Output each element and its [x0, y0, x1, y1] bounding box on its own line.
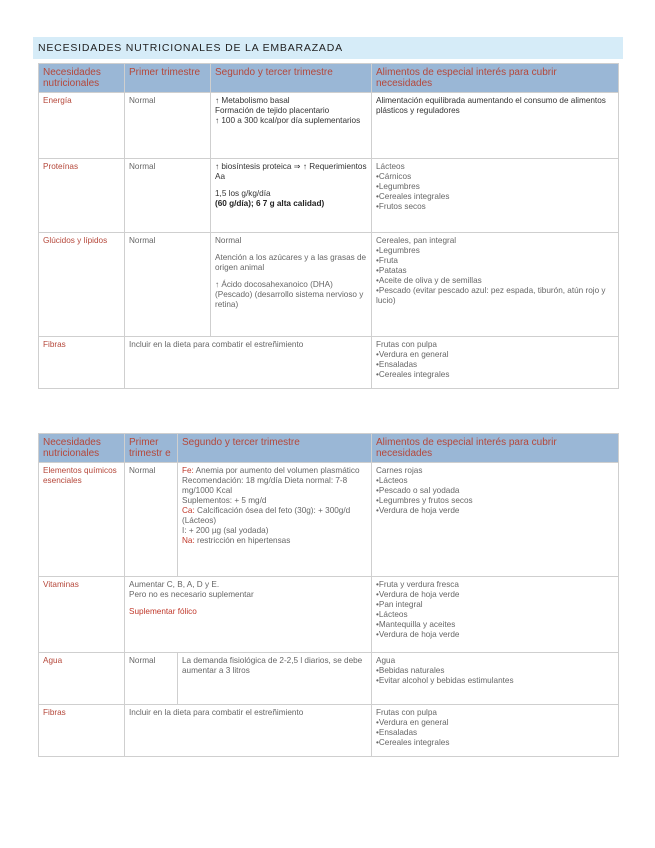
- table-header-row: [39, 64, 619, 93]
- food-item: Carnes rojas: [376, 466, 423, 475]
- cell-line: Atención a los azúcares y a las grasas de origen animal: [215, 253, 367, 272]
- header-needs: Necesidades nutricionales: [39, 64, 125, 93]
- food-item: •Ensaladas: [376, 360, 418, 369]
- header-foods: Alimentos de especial interés para cubrir necesidades: [372, 64, 619, 93]
- food-item: •Fruta y verdura fresca: [376, 580, 459, 589]
- table-row: [39, 337, 619, 389]
- food-item: •Verdura de hoja verde: [376, 630, 460, 639]
- table-row: [39, 653, 619, 705]
- food-item: •Cereales integrales: [376, 192, 450, 201]
- table-row: [39, 463, 619, 577]
- table-row: [39, 93, 619, 159]
- food-item: •Legumbres y frutos secos: [376, 496, 473, 505]
- cell-line: Aumentar C, B, A, D y E.: [129, 580, 220, 589]
- cell-line: 1,5 los g/kg/día: [215, 189, 271, 198]
- cell-foods: [372, 159, 619, 233]
- cell-second-third: [211, 159, 372, 233]
- food-item: •Legumbres: [376, 246, 420, 255]
- cell-foods: [372, 653, 619, 705]
- header-second-third-trimester: Segundo y tercer trimestre: [178, 434, 372, 463]
- food-item: •Verdura de hoja verde: [376, 590, 460, 599]
- row-label: Glúcidos y lípidos: [39, 233, 125, 337]
- cell-line: ↑ 100 a 300 kcal/por día suplementarios: [215, 116, 361, 125]
- food-item: •Bebidas naturales: [376, 666, 445, 675]
- food-item: •Verdura de hoja verde: [376, 506, 460, 515]
- food-item: Agua: [376, 656, 396, 665]
- cell-line: Recomendación: 18 mg/día Dieta normal: 7-8 mg/1000 Kcal: [182, 476, 348, 495]
- header-needs: Necesidades nutricionales: [39, 434, 125, 463]
- cell-second-third: [211, 233, 372, 337]
- cell-line: Suplementar fólico: [129, 607, 197, 616]
- cell-first-trimester: Normal: [125, 463, 178, 577]
- food-item: Frutas con pulpa: [376, 708, 437, 717]
- cell-foods: [372, 463, 619, 577]
- food-item: Lácteos: [376, 162, 405, 171]
- cell-line: Normal: [215, 236, 242, 245]
- food-item: •Pescado (evitar pescado azul: pez espada, tiburón, atún rojo y lucio): [376, 286, 606, 305]
- row-label: Agua: [39, 653, 125, 705]
- food-item: •Legumbres: [376, 182, 420, 191]
- cell-foods: [372, 337, 619, 389]
- cell-first-trimester: Normal: [125, 233, 211, 337]
- food-item: •Patatas: [376, 266, 407, 275]
- row-label: Fibras: [39, 337, 125, 389]
- food-item: •Fruta: [376, 256, 398, 265]
- header-first-trimester: Primer trimestre: [125, 64, 211, 93]
- cell-line: Ca: Calcificación ósea del feto (30g): + 300g/d (Lácteos): [182, 506, 351, 525]
- food-item: Frutas con pulpa: [376, 340, 437, 349]
- cell-line: ↑ Ácido docosahexanoico (DHA) (Pescado) (desarrollo sistema nervioso y retina): [215, 280, 364, 309]
- cell-line: ↑ biosíntesis proteica ⇒ ↑ Requerimientos Aa: [215, 162, 367, 181]
- cell-second-third: La demanda fisiológica de 2-2,5 l diarios, se debe aumentar a 3 litros: [178, 653, 372, 705]
- food-item: •Cereales integrales: [376, 370, 450, 379]
- food-item: •Pescado o sal yodada: [376, 486, 460, 495]
- header-first-trimester: Primer trimestr e: [125, 434, 178, 463]
- row-label: Proteínas: [39, 159, 125, 233]
- nutrition-table-2: [38, 433, 619, 757]
- cell-line: Pero no es necesario suplementar: [129, 590, 254, 599]
- food-item: •Verdura en general: [376, 718, 449, 727]
- cell-first-trimester: Incluir en la dieta para combatir el estreñimiento: [125, 337, 372, 389]
- row-label: Energía: [39, 93, 125, 159]
- cell-first-trimester: Normal: [125, 653, 178, 705]
- row-label: Fibras: [39, 705, 125, 757]
- cell-foods: [372, 233, 619, 337]
- cell-first-trimester: [125, 577, 372, 653]
- cell-second-third: [211, 93, 372, 159]
- food-item: •Lácteos: [376, 610, 408, 619]
- cell-line: ↑ Metabolismo basal: [215, 96, 290, 105]
- cell-foods: [372, 577, 619, 653]
- food-item: •Mantequilla y aceites: [376, 620, 456, 629]
- table-row: [39, 159, 619, 233]
- cell-line: Fe: Anemia por aumento del volumen plasmático: [182, 466, 360, 475]
- food-item: •Ensaladas: [376, 728, 418, 737]
- cell-first-trimester: Normal: [125, 93, 211, 159]
- cell-first-trimester: Incluir en la dieta para combatir el estreñimiento: [125, 705, 372, 757]
- cell-second-third: [178, 463, 372, 577]
- cell-foods: Alimentación equilibrada aumentando el consumo de alimentos plásticos y reguladores: [372, 93, 619, 159]
- page-title: NECESIDADES NUTRICIONALES DE LA EMBARAZADA: [33, 37, 623, 59]
- table-header-row: [39, 434, 619, 463]
- food-item: •Evitar alcohol y bebidas estimulantes: [376, 676, 514, 685]
- food-item: •Lácteos: [376, 476, 408, 485]
- food-item: Cereales, pan integral: [376, 236, 457, 245]
- row-label: Elementos químicos esenciales: [39, 463, 125, 577]
- table-row: [39, 233, 619, 337]
- cell-line: (60 g/día); 6 7 g alta calidad): [215, 199, 325, 208]
- cell-foods: [372, 705, 619, 757]
- food-item: •Aceite de oliva y de semillas: [376, 276, 482, 285]
- table-row: [39, 705, 619, 757]
- row-label: Vitaminas: [39, 577, 125, 653]
- cell-line: Suplementos: + 5 mg/d: [182, 496, 267, 505]
- food-item: •Frutos secos: [376, 202, 426, 211]
- header-foods: Alimentos de especial interés para cubrir necesidades: [372, 434, 619, 463]
- nutrition-table-1: [38, 63, 619, 389]
- food-item: •Pan integral: [376, 600, 423, 609]
- cell-line: Na: restricción en hipertensas: [182, 536, 291, 545]
- food-item: •Cárnicos: [376, 172, 412, 181]
- cell-line: I: + 200 µg (sal yodada): [182, 526, 269, 535]
- table-row: [39, 577, 619, 653]
- food-item: •Cereales integrales: [376, 738, 450, 747]
- header-second-third-trimester: Segundo y tercer trimestre: [211, 64, 372, 93]
- cell-first-trimester: Normal: [125, 159, 211, 233]
- food-item: •Verdura en general: [376, 350, 449, 359]
- cell-line: Formación de tejido placentario: [215, 106, 330, 115]
